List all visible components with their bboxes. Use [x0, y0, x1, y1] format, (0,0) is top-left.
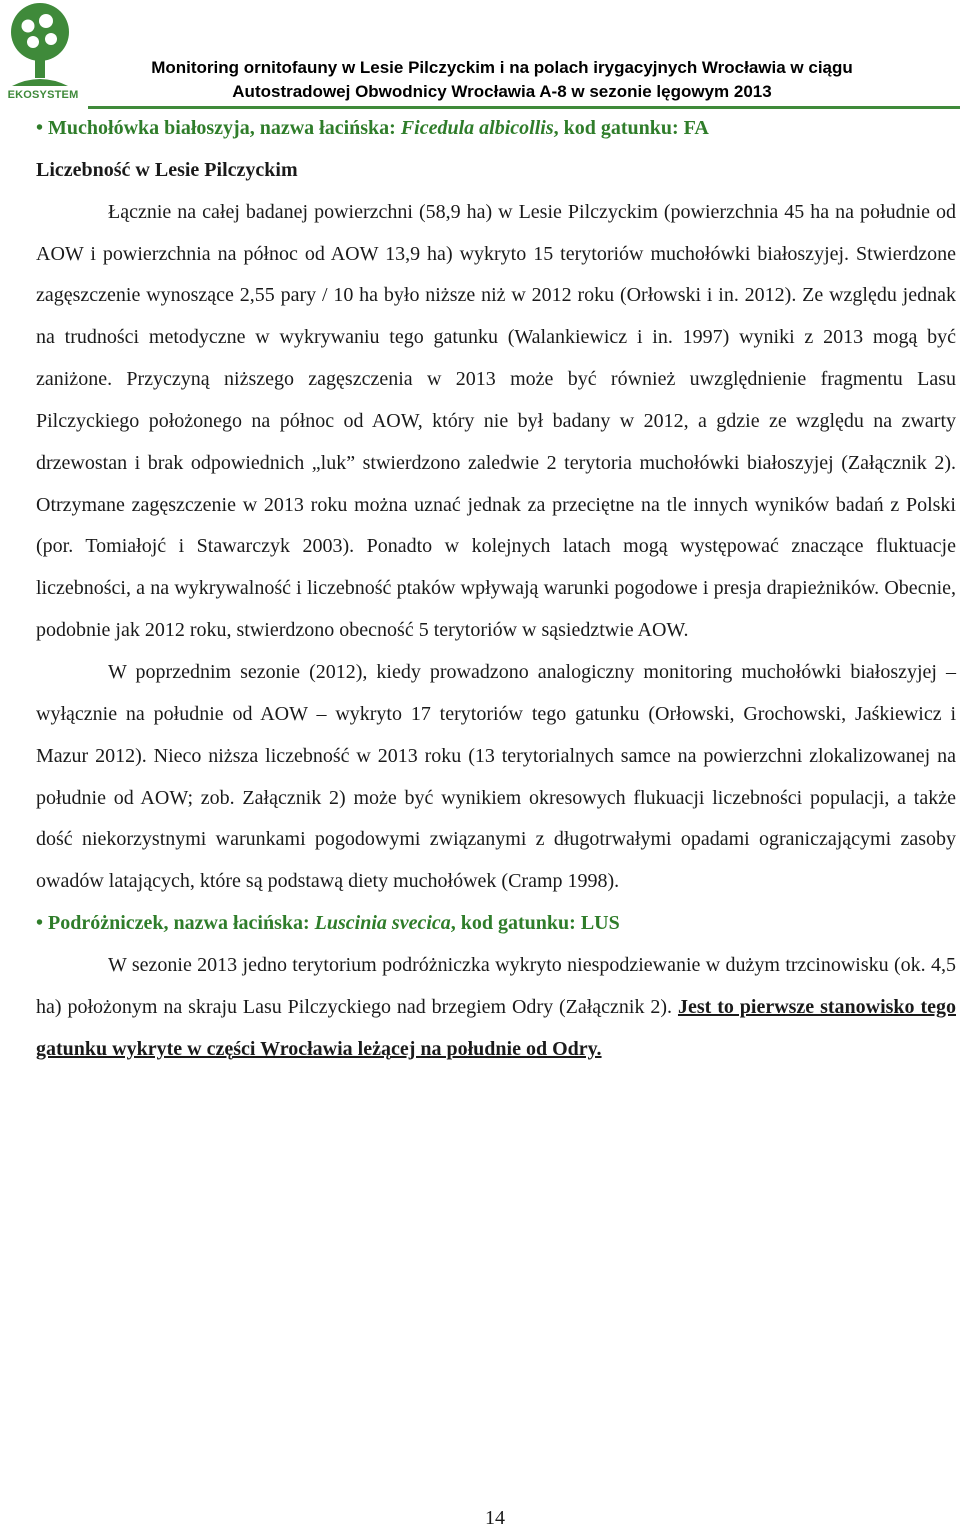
bullet-icon: •	[36, 117, 44, 139]
title-line-2: Autostradowej Obwodnicy Wrocławia A-8 w sezonie lęgowym 2013	[232, 82, 772, 101]
page-number: 14	[485, 1507, 505, 1529]
paragraph-abundance: Łącznie na całej badanej powierzchni (58,9 ha) w Lesie Pilczyckim (powierzchnia 45 ha na południe od AOW i powierzchnia na północ od AOW 13,9 ha) wykryto 15 terytoriów muchołówki białoszyjej. Stwierdzone zagęszczenie wynoszące 2,55 pary / 10 ha było niższe niż w 2012 roku (Orłowski i in. 2012). Ze względu jednak na trudności metodyczne w wykrywaniu tego gatunku (Walankiewicz i in. 1997) wyniki z 2013 mogą być zaniżone. Przyczyną niższego zagęszczenia w 2013 może być również uwzględnienie fragmentu Lasu Pilczyckiego położonego na północ od AOW, który nie był badany w 2012, a gdzie ze względu na zwarty drzewostan i brak odpowiednich „luk” stwierdzono zaledwie 2 terytoria muchołówki białoszyjej (Załącznik 2). Otrzymane zagęszczenie w 2013 roku można uznać jednak za przeciętne na tle innych wyników badań z Polski (por. Tomiałojć i Stawarczyk 2003). Ponadto w kolejnych latach mogą występować znaczące fluktuacje liczebności, a na wykrywalność i liczebność ptaków wpływają warunki pogodowe i presja drapieżników. Obecnie, podobnie jak 2012 roku, stwierdzono obecność 5 terytoriów w sąsiedztwie AOW.	[36, 200, 956, 642]
latin-name: Luscinia svecica	[314, 912, 451, 935]
heading-suffix: , kod gatunku: LUS	[450, 912, 620, 935]
bullet-icon: •	[36, 912, 44, 935]
underlined-statement: Jest to pierwsze stanowisko tego gatunku wykryte w części Wrocławia leżącej na południe od Odry.	[36, 995, 956, 1060]
latin-name: Ficedula albicollis	[400, 117, 554, 139]
ekosystem-logo	[4, 2, 79, 102]
page-content	[36, 108, 956, 1070]
title-line-1: Monitoring ornitofauny w Lesie Pilczyckim i na polach irygacyjnych Wrocławia w ciągu	[151, 58, 853, 77]
paragraph-previous-season: W poprzednim sezonie (2012), kiedy prowadzono analogiczny monitoring muchołówki białoszyjej – wyłącznie na południe od AOW – wykryto 17 terytoriów tego gatunku (Orłowski, Grochowski, Jaśkiewicz i Mazur 2012). Nieco niższa liczebność w 2013 roku (13 terytorialnych samce na powierzchni zlokalizowanej na południe od AOW; zob. Załącznik 2) może być wynikiem okresowych flukuacji liczebności populacji, a także dość niekorzystnymi warunkami pogodowymi związanymi z długotrwałymi opadami ograniczającymi zasoby owadów latających, które są podstawą diety muchołówek (Cramp 1998).	[36, 660, 956, 893]
paragraph-bluethroat	[36, 945, 956, 1071]
logo-text: EKOSYSTEM	[7, 89, 79, 101]
document-title	[102, 56, 902, 104]
heading-prefix: Muchołówka białoszyja, nazwa łacińska:	[48, 117, 401, 139]
section-heading-bluethroat	[36, 903, 956, 945]
paragraph-text: W sezonie 2013 jedno terytorium podróżniczka wykryto niespodziewanie w dużym trzcinowisku (ok. 4,5 ha) położonym na skraju Lasu Pilczyckiego nad brzegiem Odry (Załącznik 2).	[36, 953, 956, 1018]
tree-logo-icon	[4, 2, 76, 88]
page-header	[0, 0, 960, 110]
subheading-abundance: Liczebność w Lesie Pilczyckim	[36, 158, 298, 181]
heading-prefix: Podróżniczek, nazwa łacińska:	[48, 912, 315, 935]
section-heading-flycatcher	[36, 108, 956, 150]
heading-suffix: , kod gatunku: FA	[553, 117, 709, 139]
